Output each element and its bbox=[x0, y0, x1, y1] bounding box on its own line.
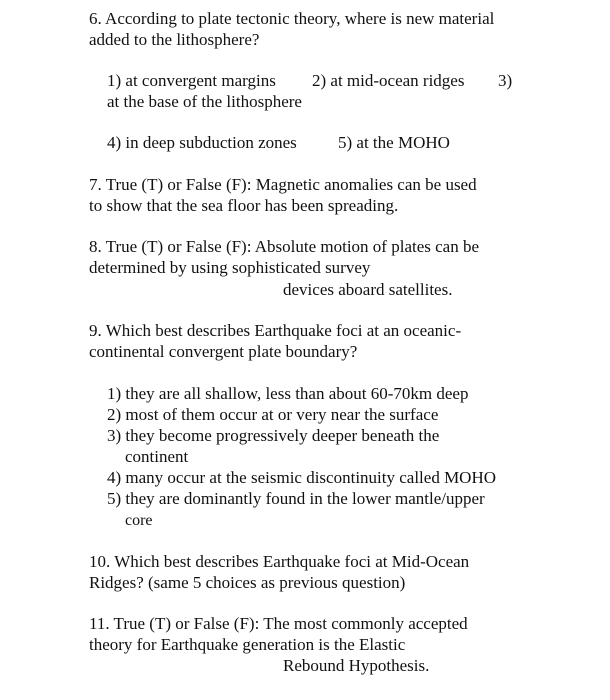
q9-option-5-line-1: 5) they are dominantly found in the lower mantle/upper bbox=[107, 489, 485, 508]
q10-line-2: Ridges? (same 5 choices as previous question) bbox=[89, 573, 406, 592]
q6-option-5: 5) at the MOHO bbox=[338, 133, 450, 152]
q9-line-1: 9. Which best describes Earthquake foci at an oceanic- bbox=[89, 321, 462, 340]
q6-option-4: 4) in deep subduction zones bbox=[107, 133, 297, 152]
q9-option-1: 1) they are all shallow, less than about 60-70km deep bbox=[107, 384, 469, 403]
q8-line-3: devices aboard satellites. bbox=[283, 280, 453, 299]
q6-line-1: 6. According to plate tectonic theory, where is new material bbox=[89, 9, 495, 28]
q9-option-5-line-2: core bbox=[125, 512, 153, 529]
q9-option-3-line-1: 3) they become progressively deeper beneath the bbox=[107, 426, 440, 445]
q10-line-1: 10. Which best describes Earthquake foci at Mid-Ocean bbox=[89, 552, 470, 571]
q11-line-3: Rebound Hypothesis. bbox=[283, 656, 430, 675]
q11-line-1: 11. True (T) or False (F): The most commonly accepted bbox=[89, 614, 468, 633]
q11-line-2: theory for Earthquake generation is the Elastic bbox=[89, 635, 406, 654]
q9-line-2: continental convergent plate boundary? bbox=[89, 342, 358, 361]
q9-option-4: 4) many occur at the seismic discontinuity called MOHO bbox=[107, 468, 497, 487]
q6-option-1: 1) at convergent margins bbox=[107, 71, 276, 90]
q7-line-1: 7. True (T) or False (F): Magnetic anomalies can be used bbox=[89, 175, 477, 194]
q8-line-2: determined by using sophisticated survey bbox=[89, 258, 371, 277]
q9-option-3-line-2: continent bbox=[125, 447, 189, 466]
q6-line-2: added to the lithosphere? bbox=[89, 30, 260, 49]
q7-line-2: to show that the sea floor has been spreading. bbox=[89, 196, 399, 215]
q9-option-2: 2) most of them occur at or very near the surface bbox=[107, 405, 439, 424]
q6-option-3-number: 3) bbox=[498, 71, 513, 90]
q6-option-2: 2) at mid-ocean ridges bbox=[312, 71, 465, 90]
q6-option-3-text: at the base of the lithosphere bbox=[107, 92, 302, 111]
q8-line-1: 8. True (T) or False (F): Absolute motion of plates can be bbox=[89, 237, 480, 256]
